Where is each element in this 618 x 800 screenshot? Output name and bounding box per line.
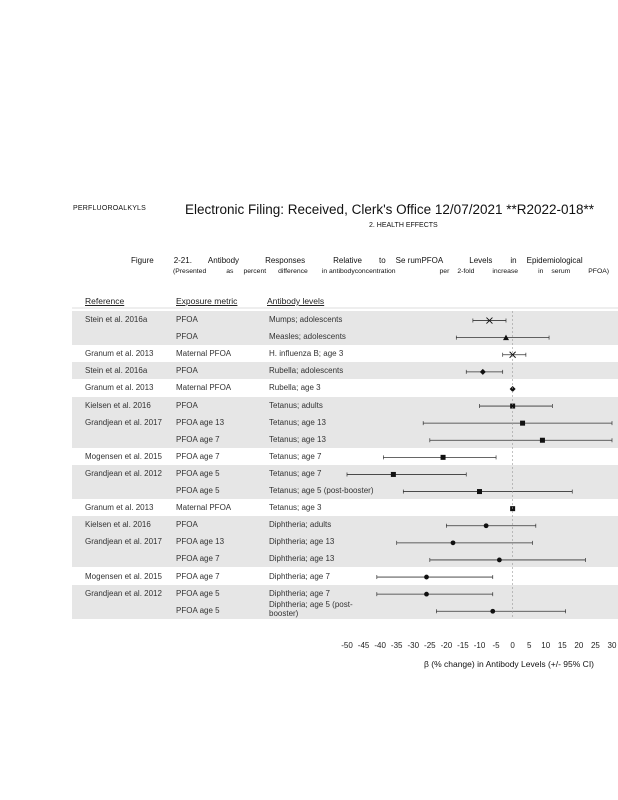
cell-antibody: Tetanus; age 5 (post-booster) <box>269 486 374 495</box>
x-tick-label: -50 <box>341 641 353 650</box>
running-title: PERFLUOROALKYLS <box>73 205 147 212</box>
estimate-marker <box>391 472 396 477</box>
cell-reference: Stein et al. 2016a <box>85 315 148 324</box>
estimate-marker <box>490 609 495 614</box>
caption-word: in antibodyconcentration <box>321 268 396 275</box>
cell-antibody: Rubella; adolescents <box>269 366 344 376</box>
cell-antibody: Diphtheria; age 7 <box>269 588 330 598</box>
cell-exposure: PFOA age 7 <box>176 434 220 444</box>
cell-antibody: H. influenza B; age 3 <box>269 349 344 359</box>
x-tick-label: -20 <box>440 641 453 650</box>
cell-exposure: Maternal PFOA <box>176 383 232 393</box>
cell-antibody: Tetanus; age 13 <box>269 434 326 444</box>
cell-reference: Granum et al. 2013 <box>85 383 154 393</box>
x-tick-label: 20 <box>574 641 584 650</box>
cell-antibody: Diphtheria; age 13 <box>269 554 335 564</box>
cell-exposure: Maternal PFOA <box>176 349 232 359</box>
x-tick-label: -25 <box>424 641 436 650</box>
cell-exposure: PFOA age 7 <box>176 451 220 461</box>
section-title: 2. HEALTH EFFECTS <box>369 222 438 229</box>
cell-exposure: Maternal PFOA <box>176 503 232 513</box>
x-tick-label: -5 <box>492 641 500 650</box>
cell-reference: Grandjean et al. 2012 <box>85 588 162 598</box>
cell-exposure: PFOA <box>176 332 198 342</box>
cell-reference: Kielsen et al. 2016 <box>85 520 151 530</box>
cell-antibody: Measles; adolescents <box>269 332 346 342</box>
x-tick-label: -45 <box>357 641 370 650</box>
caption-word: 2-fold <box>457 268 475 275</box>
x-tick-label: 30 <box>607 641 617 650</box>
caption-word: Epidemiological <box>526 256 583 265</box>
filing-stamp: Electronic Filing: Received, Clerk's Office 12/07/2021 **R2022-018** <box>185 202 595 217</box>
estimate-marker <box>424 575 429 580</box>
caption-word: Levels <box>469 256 493 265</box>
cell-exposure: PFOA age 5 <box>176 605 220 615</box>
column-header-exposure: Exposure metric <box>176 296 238 306</box>
cell-antibody: Tetanus; age 7 <box>269 468 322 478</box>
estimate-marker <box>477 489 482 494</box>
cell-reference: Mogensen et al. 2015 <box>85 571 162 581</box>
caption-word: 2-21. <box>173 256 192 265</box>
x-tick-label: 25 <box>590 641 600 650</box>
cell-reference: Grandjean et al. 2017 <box>85 417 162 427</box>
cell-reference: Grandjean et al. 2012 <box>85 468 162 478</box>
cell-reference: Granum et al. 2013 <box>85 503 154 513</box>
estimate-marker <box>540 438 545 443</box>
caption-word: serum <box>551 268 571 275</box>
cell-exposure: PFOA age 7 <box>176 554 220 564</box>
x-tick-label: -35 <box>390 641 403 650</box>
estimate-marker <box>480 369 486 375</box>
x-tick-label: 10 <box>541 641 551 650</box>
column-header-antibody: Antibody levels <box>267 296 325 306</box>
estimate-marker <box>424 592 429 597</box>
x-tick-label: -40 <box>374 641 386 650</box>
cell-antibody: Tetanus; age 7 <box>269 451 322 461</box>
caption-word: PFOA) <box>588 268 610 275</box>
x-tick-label: 5 <box>526 641 532 650</box>
cell-antibody: Tetanus; age 13 <box>269 417 326 427</box>
x-tick-label: -10 <box>473 641 486 650</box>
cell-antibody: Rubella; age 3 <box>269 383 321 393</box>
estimate-marker <box>497 558 502 563</box>
x-tick-label: -30 <box>407 641 420 650</box>
x-axis-label: β (% change) in Antibody Levels (+/- 95% CI) <box>424 659 595 669</box>
caption-word: increase <box>492 268 519 275</box>
cell-antibody: Diphtheria; adults <box>269 520 332 530</box>
x-tick-label: -15 <box>457 641 469 650</box>
cell-exposure: PFOA age 5 <box>176 468 220 478</box>
caption-word: Relative <box>333 256 362 265</box>
x-tick-label: 15 <box>557 641 567 650</box>
cell-antibody: Tetanus; adults <box>269 400 323 410</box>
caption-word: Antibody <box>207 256 240 265</box>
caption-word: (Presented <box>173 268 207 275</box>
estimate-marker <box>484 523 489 528</box>
cell-reference: Stein et al. 2016a <box>85 366 148 376</box>
x-tick-label: 0 <box>510 641 515 650</box>
cell-exposure: PFOA <box>176 315 198 324</box>
cell-antibody: Tetanus; age 3 <box>269 503 322 513</box>
caption-word: in <box>510 256 517 265</box>
cell-exposure: PFOA <box>176 366 198 376</box>
cell-exposure: PFOA <box>176 520 198 530</box>
cell-reference: Grandjean et al. 2017 <box>85 537 162 547</box>
estimate-marker <box>520 421 525 426</box>
cell-reference: Granum et al. 2013 <box>85 349 154 359</box>
caption-word: as <box>226 268 234 275</box>
cell-antibody: Diphtheria; age 7 <box>269 571 330 581</box>
caption-word: per <box>439 268 450 275</box>
estimate-marker <box>441 455 446 460</box>
cell-exposure: PFOA age 5 <box>176 588 220 598</box>
column-header-reference: Reference <box>85 296 125 306</box>
caption-word: Se rumPFOA <box>395 256 444 265</box>
caption-word: to <box>379 256 386 265</box>
caption-word: in <box>538 268 544 275</box>
cell-exposure: PFOA age 5 <box>176 486 220 495</box>
caption-word: Responses <box>265 256 306 265</box>
caption-word: Figure <box>131 256 154 265</box>
cell-exposure: PFOA age 13 <box>176 417 225 427</box>
cell-antibody: Mumps; adolescents <box>269 315 343 324</box>
cell-reference: Kielsen et al. 2016 <box>85 400 151 410</box>
cell-antibody: Diphtheria; age 5 (post-booster) <box>269 599 353 618</box>
caption-word: difference <box>278 268 308 275</box>
cell-exposure: PFOA <box>176 400 198 410</box>
cell-exposure: PFOA age 13 <box>176 537 225 547</box>
estimate-marker <box>451 540 456 545</box>
cell-reference: Mogensen et al. 2015 <box>85 451 162 461</box>
caption-word: percent <box>243 268 267 275</box>
cell-exposure: PFOA age 7 <box>176 571 220 581</box>
cell-antibody: Diphtheria; age 13 <box>269 537 335 547</box>
